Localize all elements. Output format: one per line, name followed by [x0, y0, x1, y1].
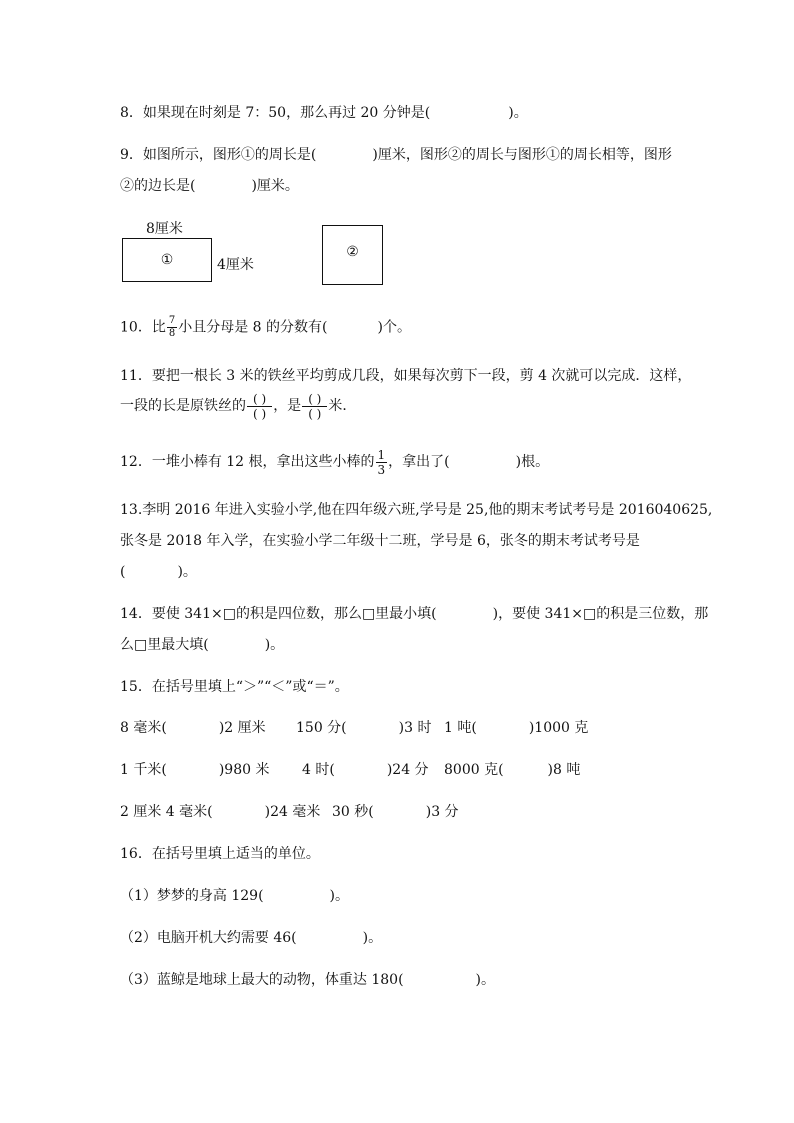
- q10-text-mid: 小且分母是 8 的分数有(: [178, 319, 328, 336]
- question-9-line-2: [120, 176, 299, 196]
- question-15-title: [120, 677, 349, 697]
- q15-item-left: 8000 克(: [444, 762, 504, 778]
- q15-item-right: )24 分: [386, 762, 429, 778]
- fraction-7-8: [167, 316, 177, 339]
- q11-fraction-blank[interactable]: [247, 393, 272, 420]
- q15-item-right: )1000 克: [528, 720, 589, 736]
- figure-2-symbol: ②: [346, 244, 359, 260]
- q15-item-right: )3 时: [398, 720, 432, 736]
- q16-item: [120, 970, 495, 990]
- figure-2-square: [322, 225, 383, 285]
- q15-compare-item: [444, 760, 580, 780]
- q15-item-right: )3 分: [425, 804, 459, 820]
- fraction-numerator: 7: [168, 315, 176, 326]
- question-13-line-3: [120, 562, 197, 582]
- question-13-line-1: [120, 500, 712, 520]
- q15-compare-item: [332, 802, 459, 822]
- q14-text-1b: )，要使 341×□的积是三位数，那: [492, 606, 709, 622]
- q14-text-2b: )。: [264, 637, 285, 653]
- q15-item-left: 4 时(: [302, 762, 335, 778]
- q12-text-mid: ，拿出了(: [388, 454, 450, 470]
- question-13-line-2: [120, 531, 640, 551]
- figure-1-symbol: ①: [160, 252, 174, 268]
- q15-item-left: 8 毫米(: [120, 720, 167, 736]
- rect-width-label: 8厘米: [146, 221, 183, 237]
- q15-item-right: )980 米: [218, 762, 270, 778]
- q16-title: 16．在括号里填上适当的单位。: [120, 846, 320, 862]
- question-16-title: [120, 844, 320, 864]
- q15-item-left: 30 秒(: [332, 804, 374, 820]
- q16-item-text: （2）电脑开机大约需要 46(: [120, 930, 297, 946]
- q16-item: [120, 886, 349, 906]
- q14-text-1a: 14．要使 341×□的积是四位数，那么□里最小填(: [120, 606, 437, 622]
- q16-item-text: （3）蓝鲸是地球上最大的动物，体重达 180(: [120, 972, 404, 988]
- q11-fraction-denominator-blank[interactable]: ( ): [253, 406, 267, 421]
- q12-text-pre: 12．一堆小棒有 12 根，拿出这些小棒的: [120, 454, 375, 470]
- q15-compare-item: [120, 760, 269, 780]
- q15-compare-item: [120, 802, 320, 822]
- q15-item-right: )24 毫米: [264, 804, 321, 820]
- q16-item-end: )。: [329, 888, 350, 904]
- question-14-line-2: [120, 635, 284, 655]
- q15-compare-item: [120, 718, 266, 738]
- q11-text-2c: 米．: [328, 398, 357, 414]
- q11-text-2b: ，是: [273, 398, 302, 414]
- q15-compare-item: [444, 718, 588, 738]
- q15-item-left: 150 分(: [296, 720, 347, 736]
- q13-text-3a: (: [120, 564, 126, 580]
- q15-compare-item: [302, 760, 429, 780]
- q10-text-post: )个。: [377, 319, 411, 336]
- q13-text-2: 张冬是 2018 年入学，在实验小学二年级十二班，学号是 6，张冬的期末考试考号是: [120, 533, 640, 549]
- q16-item-text: （1）梦梦的身高 129(: [120, 888, 264, 904]
- figure-1-rectangle: [122, 238, 212, 282]
- fraction-denominator: 8: [168, 328, 176, 339]
- q9-text-1b: )厘米，图形②的周长与图形①的周长相等，图形: [372, 147, 672, 163]
- q10-text-pre: 10．比: [120, 319, 166, 336]
- q15-item-left: 1 千米(: [120, 762, 167, 778]
- q16-item-end: )。: [362, 930, 383, 946]
- question-11-line-1: [120, 366, 691, 386]
- fraction-1-3: [376, 449, 388, 476]
- q15-item-right: )2 厘米: [218, 720, 266, 736]
- q11-fraction-numerator-blank[interactable]: ( ): [247, 393, 272, 407]
- question-10: [120, 316, 411, 339]
- question-11-line-2: [120, 392, 356, 420]
- q15-item-right: )8 吨: [547, 762, 581, 778]
- q9-text-2a: ②的边长是(: [120, 178, 196, 194]
- q8-text-pre: 8．如果现在时刻是 7：50，那么再过 20 分钟是(: [120, 105, 431, 121]
- q11-length-denominator-blank[interactable]: ( ): [308, 406, 322, 421]
- q8-text-post: )。: [508, 105, 528, 121]
- question-12: [120, 448, 549, 476]
- q9-text-1a: 9．如图所示，图形①的周长是(: [120, 147, 317, 163]
- question-8: [120, 103, 528, 123]
- q13-text-1: 13.李明 2016 年进入实验小学,他在四年级六班,学号是 25,他的期末考试考号是 2016040625,: [120, 502, 713, 518]
- q13-text-3b: )。: [177, 564, 197, 580]
- q11-length-fraction-blank[interactable]: [302, 393, 327, 420]
- q12-text-post: )根。: [515, 454, 550, 470]
- q11-text-2a: 一段的长是原铁丝的: [120, 398, 246, 414]
- q15-compare-item: [296, 718, 431, 738]
- q11-text-1: 11．要把一根长 3 米的铁丝平均剪成几段，如果每次剪下一段，剪 4 次就可以完成．这样，: [120, 368, 692, 384]
- q11-length-numerator-blank[interactable]: ( ): [302, 393, 327, 407]
- q15-item-left: 1 吨(: [444, 720, 477, 736]
- fraction-denominator: 3: [377, 462, 386, 477]
- question-14-line-1: [120, 604, 708, 624]
- fraction-numerator: 1: [377, 447, 386, 462]
- q9-text-2b: )厘米。: [251, 178, 299, 194]
- q16-item: [120, 928, 382, 948]
- question-9-line-1: [120, 145, 672, 165]
- q15-item-left: 2 厘米 4 毫米(: [120, 804, 213, 820]
- q15-title: 15．在括号里填上“＞”“＜”或“＝”。: [120, 679, 349, 695]
- rect-height-label: 4厘米: [217, 257, 254, 273]
- q16-item-end: )。: [475, 972, 496, 988]
- q14-text-2a: 么□里最大填(: [120, 637, 209, 653]
